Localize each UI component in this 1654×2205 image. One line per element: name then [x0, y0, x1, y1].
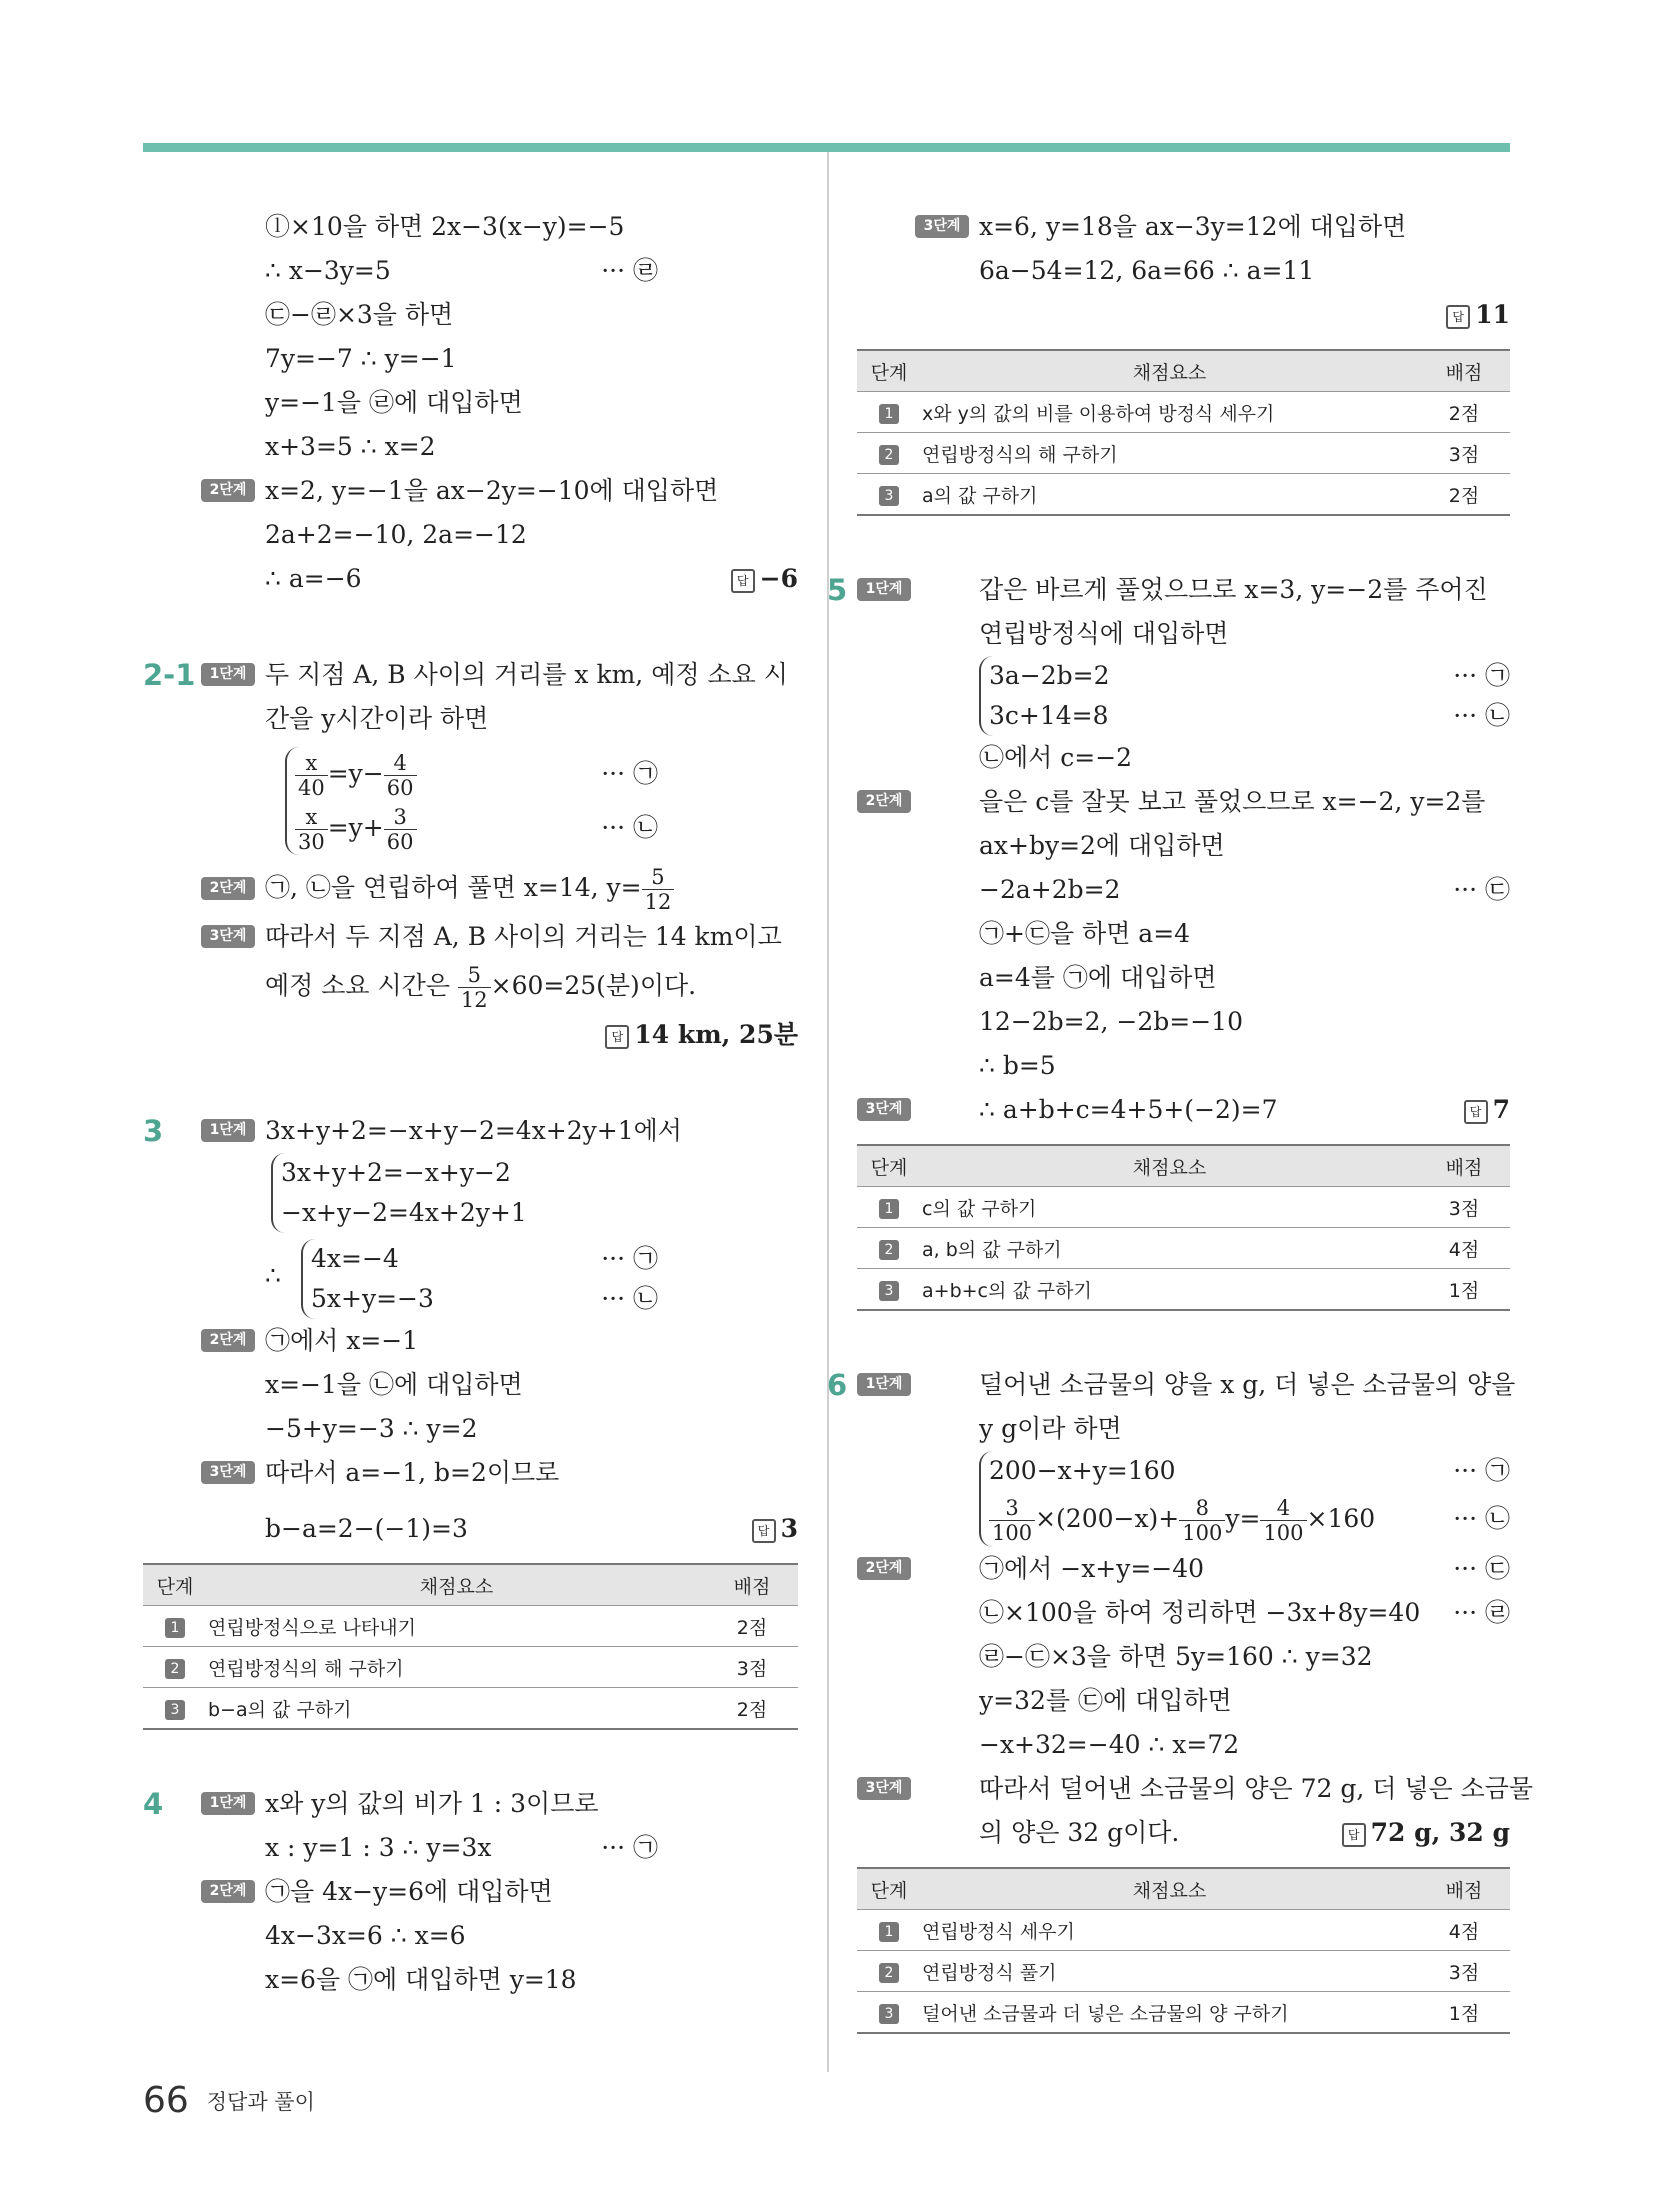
table-header-row: 단계 채점요소 배점: [143, 1564, 798, 1606]
problem-5: [827, 568, 1510, 1311]
solution-line: x=−1을 ㉡에 대입하면: [265, 1370, 523, 1399]
table-header-row: 단계 채점요소 배점: [857, 1145, 1510, 1187]
equation: 4x=−4 ··· ㉠: [311, 1239, 798, 1279]
solution-line: 2a+2=−10, 2a=−12: [265, 520, 527, 549]
answer-mark-icon: 답: [1464, 1100, 1488, 1124]
solution-line: 4 1단계 x와 y의 값의 비가 1 : 3이므로: [143, 1782, 798, 1826]
problem-number: 3: [143, 1114, 164, 1148]
equation: $\frac{x}{40}$ =y− $\frac{4}{60}$ ··· ㉠: [295, 747, 798, 801]
step-badge: 1단계: [857, 1373, 911, 1396]
solution-line: y g이라 하면: [979, 1414, 1122, 1443]
solution-line: ⓛ×10을 하면 2x−3(x−y)=−5: [265, 212, 625, 241]
scoring-table: [143, 1563, 798, 1730]
equation-ref: ··· ㉠: [601, 759, 658, 788]
solution-line: 2단계 ㉠에서 x=−1: [143, 1319, 798, 1363]
equation: 5x+y=−3 ··· ㉡: [311, 1279, 798, 1319]
table-row: 1 연립방정식 세우기 4점: [857, 1910, 1510, 1951]
solution-line: 6 1단계 덜어낸 소금물의 양을 x g, 더 넣은 소금물의 양을: [857, 1363, 1510, 1407]
table-header-row: 단계 채점요소 배점: [857, 350, 1510, 392]
equation: 3a−2b=2 ··· ㉠: [989, 656, 1510, 696]
solution-line: ㉣−㉢×3을 하면 5y=160 ∴ y=32: [979, 1642, 1373, 1671]
answer-mark-icon: 답: [1446, 305, 1470, 329]
equation-ref: ··· ㉡: [1453, 1504, 1510, 1533]
left-column: [143, 205, 798, 2002]
answer-line: [143, 1013, 798, 1057]
scoring-table: [857, 349, 1510, 516]
step-badge: 2단계: [857, 790, 911, 813]
table-row: 1 c의 값 구하기 3점: [857, 1187, 1510, 1228]
table-header-row: 단계 채점요소 배점: [857, 1868, 1510, 1910]
column-divider: [827, 152, 829, 2072]
equation-ref: ··· ㉣: [1453, 1598, 1510, 1627]
solution-continued: [143, 205, 798, 601]
table-row: 3 a+b+c의 값 구하기 1점: [857, 1269, 1510, 1311]
equation-ref: ··· ㉢: [1453, 1554, 1510, 1583]
solution-line: 2단계 ㉠, ㉡을 연립하여 풀면 x=14, y= $\frac{5}{12}$: [143, 861, 798, 915]
equation-ref: ··· ㉢: [1453, 875, 1510, 904]
step-badge: 1단계: [201, 663, 255, 686]
table-row: 3 b−a의 값 구하기 2점: [143, 1688, 798, 1730]
problem-6: [827, 1363, 1534, 2034]
problem-number: 5: [827, 573, 848, 607]
solution-line: ㉢−㉣×3을 하면: [265, 300, 454, 329]
step-badge: 2단계: [201, 877, 255, 900]
equation-ref: ··· ㉠: [1453, 1456, 1510, 1485]
step-badge: 3단계: [857, 1098, 911, 1121]
problem-4: [143, 1782, 798, 2002]
solution-line: 3단계 ∴ a+b+c=4+5+(−2)=7 답 7: [857, 1088, 1510, 1132]
solution-line: 연립방정식에 대입하면: [979, 619, 1229, 648]
answer: 답 3: [752, 1507, 798, 1551]
step-badge: 3단계: [915, 215, 969, 238]
step-badge: 1단계: [857, 578, 911, 601]
step-badge: 2단계: [857, 1557, 911, 1580]
solution-line: 3단계 x=6, y=18을 ax−3y=12에 대입하면: [857, 205, 1510, 249]
equation: 3c+14=8 ··· ㉡: [989, 696, 1510, 736]
solution-line: b−a=2−(−1)=3 답 3: [143, 1507, 798, 1551]
table-row: 2 연립방정식의 해 구하기 3점: [857, 433, 1510, 474]
equation-ref: ··· ㉠: [601, 1244, 658, 1273]
solution-line: ∴ b=5: [979, 1051, 1056, 1080]
solution-line: 간을 y시간이라 하면: [265, 704, 489, 733]
step-badge: 2단계: [201, 1329, 255, 1352]
solution-line: 12−2b=2, −2b=−10: [979, 1007, 1243, 1036]
solution-line: x : y=1 : 3 ∴ y=3x ··· ㉠: [143, 1826, 798, 1870]
solution-line: 2단계 ㉠을 4x−y=6에 대입하면: [143, 1870, 798, 1914]
answer-mark-icon: 답: [605, 1025, 629, 1049]
solution-line: ax+by=2에 대입하면: [979, 831, 1225, 860]
solution-line: 3단계 따라서 두 지점 A, B 사이의 거리는 14 km이고: [143, 915, 798, 959]
answer: 답 7: [1464, 1088, 1510, 1132]
answer: 답 −6: [731, 557, 798, 601]
answer-mark-icon: 답: [752, 1519, 776, 1543]
solution-line: 6a−54=12, 6a=66 ∴ a=11: [979, 256, 1315, 285]
solution-line: 3단계 따라서 덜어낸 소금물의 양은 72 g, 더 넣은 소금물: [857, 1767, 1510, 1811]
page-footer: [143, 2080, 315, 2121]
equation-system: [271, 1153, 798, 1233]
problem-number: 4: [143, 1787, 164, 1821]
step-badge: 2단계: [201, 1880, 255, 1903]
solution-line: x=6을 ㉠에 대입하면 y=18: [265, 1965, 577, 1994]
solution-line: −2a+2b=2 ··· ㉢: [857, 868, 1510, 912]
solution-line: 5 1단계 갑은 바르게 풀었으므로 x=3, y=−2를 주어진: [857, 568, 1510, 612]
solution-line: 2단계 ㉠에서 −x+y=−40 ··· ㉢: [857, 1547, 1510, 1591]
solution-line: 2단계 x=2, y=−1을 ax−2y=−10에 대입하면: [143, 469, 798, 513]
table-row: 3 덜어낸 소금물과 더 넣은 소금물의 양 구하기 1점: [857, 1992, 1510, 2034]
table-row: 2 연립방정식의 해 구하기 3점: [143, 1647, 798, 1688]
solution-line: ㉡×100을 하여 정리하면 −3x+8y=40 ··· ㉣: [857, 1591, 1510, 1635]
problem-4-continued: [857, 205, 1510, 516]
solution-line: ㉠+㉢을 하면 a=4: [979, 919, 1191, 948]
step-badge: 3단계: [201, 925, 255, 948]
solution-line: −5+y=−3 ∴ y=2: [265, 1414, 478, 1443]
problem-number: 2-1: [143, 658, 196, 692]
equation-ref: ··· ㉠: [1453, 661, 1510, 690]
problem-3: [143, 1109, 798, 1730]
table-row: 3 a의 값 구하기 2점: [857, 474, 1510, 516]
equation: $\frac{x}{30}$ =y+ $\frac{3}{60}$ ··· ㉡: [295, 801, 798, 855]
equation-system: [301, 1239, 798, 1319]
solution-line: y=−1을 ㉣에 대입하면: [265, 388, 523, 417]
table-row: 2 a, b의 값 구하기 4점: [857, 1228, 1510, 1269]
equation-ref: ··· ㉡: [601, 1284, 658, 1313]
page-number: 66: [143, 2080, 189, 2121]
equation: $\frac{3}{100}$ ×(200−x)+ $\frac{8}{100}$ y= $\frac{4}{100}$ ×160 ··· ㉡: [989, 1491, 1510, 1547]
step-badge: 1단계: [201, 1119, 255, 1142]
table-row: 1 연립방정식으로 나타내기 2점: [143, 1606, 798, 1647]
top-accent-bar: [143, 143, 1510, 152]
solution-line: ∴ x−3y=5 ··· ㉣: [143, 249, 798, 293]
solution-line: 4x−3x=6 ∴ x=6: [265, 1921, 466, 1950]
step-badge: 2단계: [201, 479, 255, 502]
solution-line: a=4를 ㉠에 대입하면: [979, 963, 1217, 992]
scoring-table: [857, 1867, 1510, 2034]
equation-ref: ··· ㉡: [1453, 701, 1510, 730]
footer-label: 정답과 풀이: [206, 2089, 315, 2114]
problem-2-1: [143, 653, 798, 1057]
equation-ref: ··· ㉡: [601, 813, 658, 842]
solution-line: ∴ a=−6 답 −6: [143, 557, 798, 601]
solution-line: 2-1 1단계 두 지점 A, B 사이의 거리를 x km, 예정 소요 시: [143, 653, 798, 697]
solution-line: 3단계 따라서 a=−1, b=2이므로: [143, 1451, 798, 1495]
step-badge: 3단계: [857, 1777, 911, 1800]
table-row: 1 x와 y의 값의 비를 이용하여 방정식 세우기 2점: [857, 392, 1510, 433]
answer: 답 14 km, 25분: [605, 1013, 798, 1057]
right-column: [827, 205, 1534, 2034]
equation: −x+y−2=4x+2y+1: [281, 1198, 527, 1227]
equation-ref: ··· ㉣: [601, 256, 658, 285]
equation-block: [143, 1239, 798, 1319]
equation-system: [979, 656, 1510, 736]
equation-system: [285, 747, 798, 855]
answer: 답 72 g, 32 g: [1342, 1811, 1510, 1855]
solution-line: x+3=5 ∴ x=2: [265, 432, 436, 461]
answer: 답 11: [1446, 293, 1510, 337]
solution-line: 3 1단계 3x+y+2=−x+y−2=4x+2y+1에서: [143, 1109, 798, 1153]
table-row: 2 연립방정식 풀기 3점: [857, 1951, 1510, 1992]
equation-system: [979, 1451, 1510, 1547]
answer-mark-icon: 답: [1342, 1823, 1366, 1847]
solution-line: 의 양은 32 g이다. 답 72 g, 32 g: [857, 1811, 1510, 1855]
answer-line: [857, 293, 1510, 337]
solution-line: 7y=−7 ∴ y=−1: [265, 344, 457, 373]
equation: 3x+y+2=−x+y−2: [281, 1158, 511, 1187]
therefore-symbol: ∴: [265, 1261, 281, 1290]
step-badge: 3단계: [201, 1461, 255, 1484]
solution-line: ㉡에서 c=−2: [979, 743, 1133, 772]
solution-line: 예정 소요 시간은 $\frac{5}{12}$ ×60=25(분)이다.: [265, 963, 697, 1012]
problem-number: 6: [827, 1368, 848, 1402]
equation: 200−x+y=160 ··· ㉠: [989, 1451, 1510, 1491]
scoring-table: [857, 1144, 1510, 1311]
solution-line: −x+32=−40 ∴ x=72: [979, 1730, 1240, 1759]
step-badge: 1단계: [201, 1792, 255, 1815]
solution-line: 2단계 을은 c를 잘못 보고 풀었으므로 x=−2, y=2를: [857, 780, 1510, 824]
equation-ref: ··· ㉠: [601, 1833, 658, 1862]
solution-line: y=32를 ㉢에 대입하면: [979, 1686, 1232, 1715]
answer-mark-icon: 답: [731, 569, 755, 593]
